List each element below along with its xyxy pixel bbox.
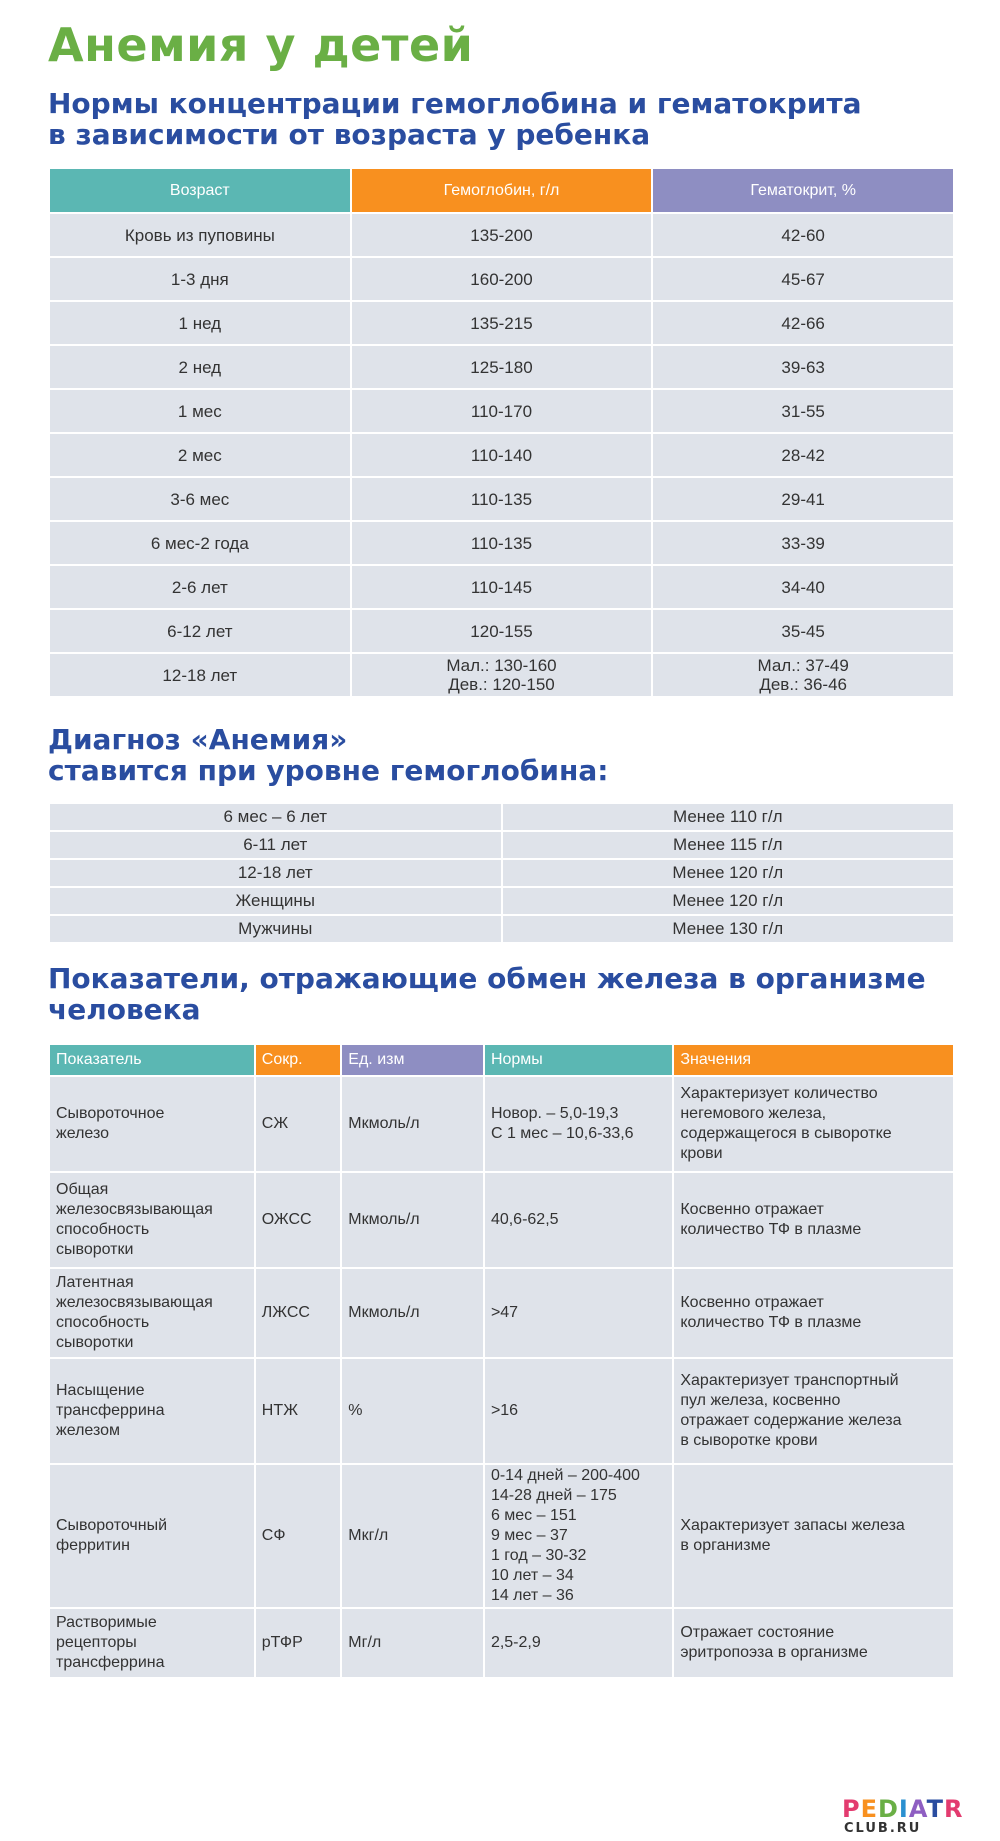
abbr-cell: СЖ bbox=[255, 1076, 342, 1172]
section-title-line: ставится при уровне гемоглобина: bbox=[48, 754, 609, 787]
hematocrit-cell bbox=[652, 653, 954, 697]
age-cell: Кровь из пуповины bbox=[49, 213, 351, 257]
diagnosis-threshold-cell: Менее 120 г/л bbox=[502, 859, 955, 887]
section-title-line: Нормы концентрации гемоглобина и гематокрита bbox=[48, 87, 862, 120]
table-row bbox=[49, 389, 954, 433]
unit-cell: Мкмоль/л bbox=[341, 1076, 484, 1172]
hemoglobin-cell: 110-170 bbox=[351, 389, 653, 433]
logo-letter: P bbox=[842, 1795, 861, 1823]
abbr-cell: НТЖ bbox=[255, 1358, 342, 1464]
abbr-cell: СФ bbox=[255, 1464, 342, 1608]
unit-cell: Мкмоль/л bbox=[341, 1268, 484, 1358]
table-row bbox=[49, 565, 954, 609]
hemoglobin-cell: 160-200 bbox=[351, 257, 653, 301]
age-cell: 1 нед bbox=[49, 301, 351, 345]
norms-cell: 2,5-2,9 bbox=[484, 1608, 673, 1678]
age-cell: 1-3 дня bbox=[49, 257, 351, 301]
pediatr-club-logo bbox=[842, 1795, 964, 1837]
hemoglobin-cell: 125-180 bbox=[351, 345, 653, 389]
table-row bbox=[49, 213, 954, 257]
unit-cell: Мкг/л bbox=[341, 1464, 484, 1608]
hemoglobin-cell bbox=[351, 653, 653, 697]
hematocrit-cell: 42-60 bbox=[652, 213, 954, 257]
logo-letter: R bbox=[943, 1795, 964, 1823]
abbr-cell: рТФР bbox=[255, 1608, 342, 1678]
hematocrit-cell: 28-42 bbox=[652, 433, 954, 477]
hematocrit-boys: Мал.: 37-49 bbox=[757, 656, 849, 675]
meaning-cell: Характеризует транспортный пул железа, косвенно отражает содержание железа в сыворотке крови bbox=[673, 1358, 954, 1464]
page-title: Анемия у детей bbox=[48, 18, 474, 72]
table-row bbox=[49, 477, 954, 521]
age-cell: 12-18 лет bbox=[49, 653, 351, 697]
table-row bbox=[49, 653, 954, 697]
diagnosis-age-cell: Мужчины bbox=[49, 915, 502, 943]
column-header-abbr: Сокр. bbox=[255, 1044, 342, 1076]
diagnosis-age-cell: 6-11 лет bbox=[49, 831, 502, 859]
logo-letter: T bbox=[926, 1795, 944, 1823]
norms-cell: >47 bbox=[484, 1268, 673, 1358]
diagnosis-age-cell: 12-18 лет bbox=[49, 859, 502, 887]
hematocrit-cell: 35-45 bbox=[652, 609, 954, 653]
table-row bbox=[49, 831, 954, 859]
hemoglobin-girls: Дев.: 120-150 bbox=[448, 675, 555, 694]
age-cell: 6-12 лет bbox=[49, 609, 351, 653]
column-header-unit: Ед. изм bbox=[341, 1044, 484, 1076]
hematocrit-cell: 33-39 bbox=[652, 521, 954, 565]
logo-letter: A bbox=[908, 1795, 927, 1823]
diagnosis-threshold-cell: Менее 120 г/л bbox=[502, 887, 955, 915]
column-header-indicator: Показатель bbox=[49, 1044, 255, 1076]
table-row bbox=[49, 915, 954, 943]
column-header-age: Возраст bbox=[49, 168, 351, 213]
age-cell: 1 мес bbox=[49, 389, 351, 433]
hematocrit-cell: 34-40 bbox=[652, 565, 954, 609]
section-title-line: человека bbox=[48, 993, 201, 1026]
table-row bbox=[49, 1608, 954, 1678]
hemoglobin-cell: 135-215 bbox=[351, 301, 653, 345]
table-row bbox=[49, 1464, 954, 1608]
hematocrit-cell: 42-66 bbox=[652, 301, 954, 345]
indicator-cell: Сывороточный ферритин bbox=[49, 1464, 255, 1608]
indicator-cell: Насыщение трансферрина железом bbox=[49, 1358, 255, 1464]
indicator-cell: Общая железосвязывающая способность сыворотки bbox=[49, 1172, 255, 1268]
table-row bbox=[49, 1268, 954, 1358]
iron-metabolism-table bbox=[48, 1043, 955, 1679]
section-title-line: в зависимости от возраста у ребенка bbox=[48, 118, 651, 151]
age-cell: 2-6 лет bbox=[49, 565, 351, 609]
indicator-cell: Сывороточное железо bbox=[49, 1076, 255, 1172]
norms-cell: 40,6-62,5 bbox=[484, 1172, 673, 1268]
age-cell: 6 мес-2 года bbox=[49, 521, 351, 565]
meaning-cell: Косвенно отражает количество ТФ в плазме bbox=[673, 1268, 954, 1358]
logo-letter: E bbox=[860, 1795, 878, 1823]
logo-letter: D bbox=[878, 1795, 899, 1823]
meaning-cell: Косвенно отражает количество ТФ в плазме bbox=[673, 1172, 954, 1268]
abbr-cell: ЛЖСС bbox=[255, 1268, 342, 1358]
hemoglobin-cell: 110-145 bbox=[351, 565, 653, 609]
unit-cell: % bbox=[341, 1358, 484, 1464]
table-row bbox=[49, 609, 954, 653]
table-row bbox=[49, 887, 954, 915]
anemia-diagnosis-table bbox=[48, 802, 955, 944]
table-row bbox=[49, 859, 954, 887]
hemoglobin-boys: Мал.: 130-160 bbox=[446, 656, 557, 675]
column-header-meaning: Значения bbox=[673, 1044, 954, 1076]
hematocrit-cell: 39-63 bbox=[652, 345, 954, 389]
logo-wordmark bbox=[842, 1795, 964, 1823]
unit-cell: Мг/л bbox=[341, 1608, 484, 1678]
table-row bbox=[49, 1172, 954, 1268]
column-header-hematocrit: Гематокрит, % bbox=[652, 168, 954, 213]
logo-letter: I bbox=[898, 1795, 909, 1823]
table-row bbox=[49, 803, 954, 831]
diagnosis-age-cell: Женщины bbox=[49, 887, 502, 915]
section-title-diagnosis bbox=[48, 724, 608, 786]
table-row bbox=[49, 433, 954, 477]
table-row bbox=[49, 521, 954, 565]
section-title-iron bbox=[48, 963, 926, 1025]
column-header-norms: Нормы bbox=[484, 1044, 673, 1076]
table-row bbox=[49, 345, 954, 389]
table-row bbox=[49, 257, 954, 301]
section-title-line: Показатели, отражающие обмен железа в организме bbox=[48, 962, 926, 995]
diagnosis-threshold-cell: Менее 110 г/л bbox=[502, 803, 955, 831]
hematocrit-cell: 31-55 bbox=[652, 389, 954, 433]
hemoglobin-cell: 135-200 bbox=[351, 213, 653, 257]
norms-cell: Новор. – 5,0-19,3 С 1 мес – 10,6-33,6 bbox=[484, 1076, 673, 1172]
column-header-hemoglobin: Гемоглобин, г/л bbox=[351, 168, 653, 213]
table-row bbox=[49, 1358, 954, 1464]
norms-cell: >16 bbox=[484, 1358, 673, 1464]
hematocrit-girls: Дев.: 36-46 bbox=[759, 675, 847, 694]
indicator-cell: Латентная железосвязывающая способность сыворотки bbox=[49, 1268, 255, 1358]
meaning-cell: Отражает состояние эритропоэза в организме bbox=[673, 1608, 954, 1678]
hemoglobin-cell: 110-135 bbox=[351, 477, 653, 521]
table-header-row bbox=[49, 1044, 954, 1076]
age-cell: 3-6 мес bbox=[49, 477, 351, 521]
age-cell: 2 мес bbox=[49, 433, 351, 477]
diagnosis-age-cell: 6 мес – 6 лет bbox=[49, 803, 502, 831]
table-row bbox=[49, 301, 954, 345]
diagnosis-threshold-cell: Менее 130 г/л bbox=[502, 915, 955, 943]
hemoglobin-cell: 120-155 bbox=[351, 609, 653, 653]
hemoglobin-norms-table bbox=[48, 167, 955, 698]
norms-cell: 0-14 дней – 200-400 14-28 дней – 175 6 мес – 151 9 мес – 37 1 год – 30-32 10 лет – 34 14 лет – 36 bbox=[484, 1464, 673, 1608]
section-title-norms bbox=[48, 88, 862, 150]
diagnosis-threshold-cell: Менее 115 г/л bbox=[502, 831, 955, 859]
hematocrit-cell: 45-67 bbox=[652, 257, 954, 301]
indicator-cell: Растворимые рецепторы трансферрина bbox=[49, 1608, 255, 1678]
hemoglobin-cell: 110-140 bbox=[351, 433, 653, 477]
unit-cell: Мкмоль/л bbox=[341, 1172, 484, 1268]
section-title-line: Диагноз «Анемия» bbox=[48, 723, 348, 756]
hematocrit-cell: 29-41 bbox=[652, 477, 954, 521]
hemoglobin-cell: 110-135 bbox=[351, 521, 653, 565]
meaning-cell: Характеризует запасы железа в организме bbox=[673, 1464, 954, 1608]
abbr-cell: ОЖСС bbox=[255, 1172, 342, 1268]
table-header-row bbox=[49, 168, 954, 213]
age-cell: 2 нед bbox=[49, 345, 351, 389]
meaning-cell: Характеризует количество негемового железа, содержащегося в сыворотке крови bbox=[673, 1076, 954, 1172]
table-row bbox=[49, 1076, 954, 1172]
logo-subtitle: CLUB.RU bbox=[844, 1821, 922, 1836]
